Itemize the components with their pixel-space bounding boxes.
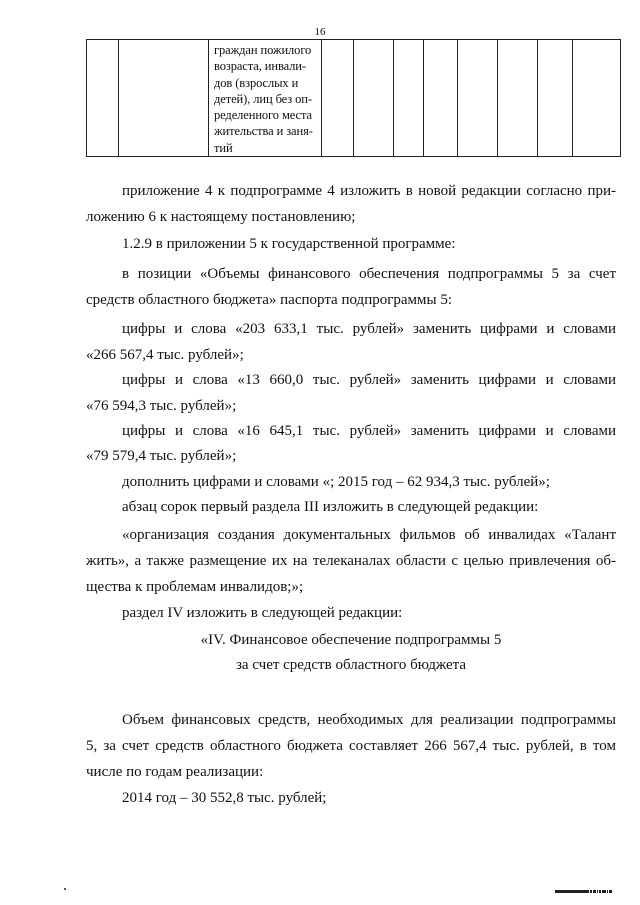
section-heading: за счет средств областного бюджета [235, 657, 467, 673]
description-line: возраста, инвали- [214, 59, 306, 74]
paragraph-line: 2014 год – 30 552,8 тыс. рублей; [122, 790, 327, 806]
paragraph-line: цифры и слова «203 633,1 тыс. рублей» заменить цифрами и словами [122, 321, 616, 337]
paragraph-line: приложение 4 к подпрограмме 4 изложить в новой редакции согласно при- [122, 183, 616, 199]
table-cell [322, 40, 354, 157]
paragraph-line: дополнить цифрами и словами «; 2015 год – 62 934,3 тыс. рублей»; [122, 474, 550, 490]
description-line: жительства и заня- [214, 124, 313, 139]
table-cell [394, 40, 424, 157]
description-line: граждан пожилого [214, 43, 312, 57]
table-cell [498, 40, 538, 157]
table-row [87, 40, 621, 157]
paragraph-line: жить», а также размещение их на телеканалах области с целью привлечения об- [86, 553, 616, 569]
page-number: 16 [314, 26, 326, 38]
paragraph-line: раздел IV изложить в следующей редакции: [122, 605, 403, 621]
table-cell-description [209, 40, 322, 157]
paragraph-line: Объем финансовых средств, необходимых для реализации подпрограммы [122, 712, 616, 728]
paragraph-line: в позиции «Объемы финансового обеспечения подпрограммы 5 за счет [122, 266, 616, 282]
table-cell [573, 40, 621, 157]
paragraph-line: цифры и слова «16 645,1 тыс. рублей» заменить цифрами и словами [122, 423, 616, 439]
table-cell [538, 40, 573, 157]
paragraph-line: средств областного бюджета» паспорта подпрограммы 5: [86, 292, 453, 308]
description-line: детей), лиц без оп- [214, 91, 312, 106]
description-line: ределенного места [214, 108, 312, 123]
section-heading: «IV. Финансовое обеспечение подпрограммы 5 [200, 632, 502, 648]
paragraph-line: «76 594,3 тыс. рублей»; [86, 398, 237, 414]
continuation-table [86, 39, 621, 157]
paragraph-line: 1.2.9 в приложении 5 к государственной программе: [122, 236, 456, 252]
table-cell [458, 40, 498, 157]
paragraph-line: «79 579,4 тыс. рублей»; [86, 448, 237, 464]
table-cell [354, 40, 394, 157]
paragraph-line: абзац сорок первый раздела III изложить в следующей редакции: [122, 499, 539, 515]
barcode-mark [555, 889, 615, 893]
paragraph-line: 5, за счет средств областного бюджета составляет 266 567,4 тыс. рублей, в том [86, 738, 616, 754]
paragraph-line: «организация создания документальных фильмов об инвалидах «Талант [122, 527, 616, 543]
paragraph-line: числе по годам реализации: [86, 764, 264, 780]
description-line: дов (взрослых и [214, 75, 299, 90]
description-line: тий [214, 140, 233, 155]
table-cell-number [87, 40, 119, 157]
table-cell-name [119, 40, 209, 157]
paragraph-line: цифры и слова «13 660,0 тыс. рублей» заменить цифрами и словами [122, 372, 616, 388]
paragraph-line: ложению 6 к настоящему постановлению; [86, 209, 356, 225]
paragraph-line: «266 567,4 тыс. рублей»; [86, 347, 244, 363]
scan-speck [64, 888, 66, 890]
table-cell [424, 40, 458, 157]
paragraph-line: щества к проблемам инвалидов;»; [86, 579, 304, 595]
